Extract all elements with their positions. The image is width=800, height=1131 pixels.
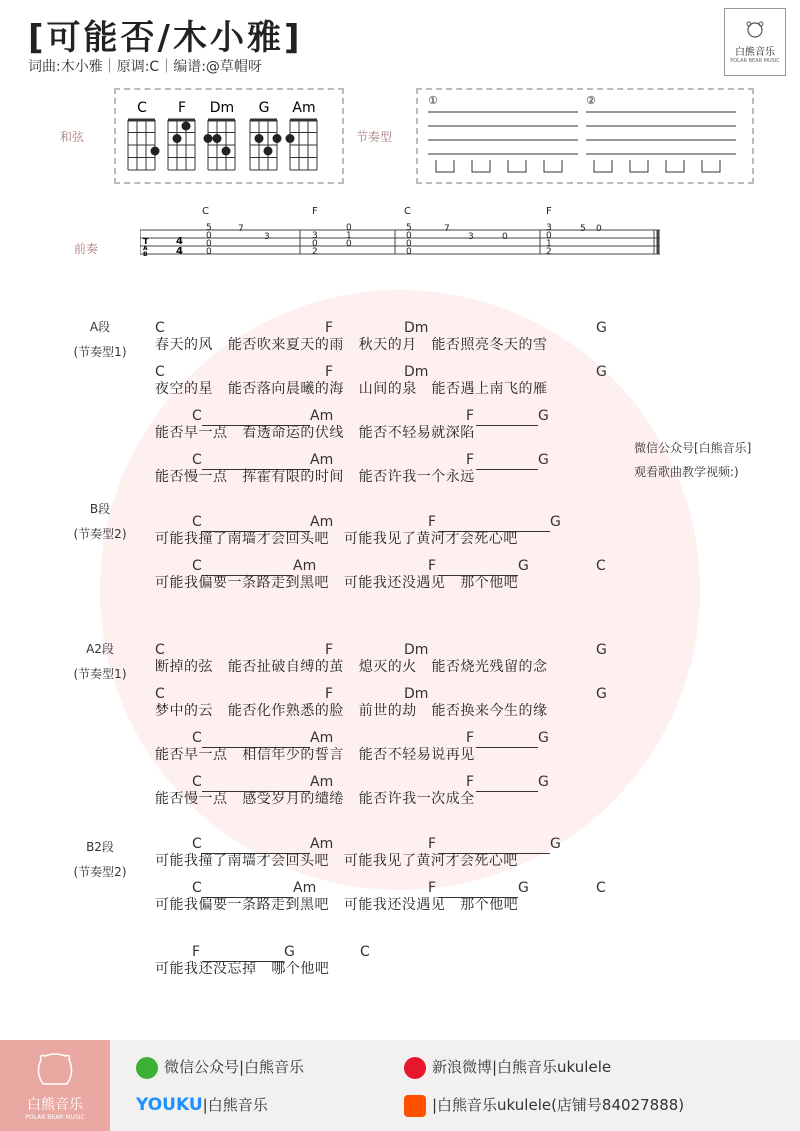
tab-note: 2 <box>312 247 318 257</box>
chord-symbol: Dm <box>404 320 429 336</box>
wechat-icon <box>136 1057 158 1079</box>
chord-symbol: G <box>538 408 549 424</box>
lyric-line: 能否慢一点 挥霍有限的时间 能否许我一个永远 <box>155 469 475 485</box>
chord-symbol: C <box>155 364 165 380</box>
chord-symbol: G <box>518 880 529 896</box>
chord-underline <box>476 425 538 426</box>
lyric-line: 可能我偏要一条路走到黑吧 可能我还没遇见 那个他吧 <box>155 897 519 913</box>
lyric-line: 梦中的云 能否化作熟悉的脸 前世的劫 能否换来今生的缘 <box>155 703 548 719</box>
chord-row <box>0 944 800 962</box>
tab-note: 5 <box>406 223 412 233</box>
intro-chord-3: C <box>404 206 411 217</box>
footer-weibo <box>404 1056 611 1079</box>
chord-name: F <box>177 100 187 116</box>
tab-note: 7 <box>444 224 450 234</box>
section-type: (节奏型2) <box>73 865 127 879</box>
chord-symbol: Dm <box>404 364 429 380</box>
chord-symbol: F <box>428 836 437 852</box>
tab-note: 3 <box>264 232 270 242</box>
svg-text:B: B <box>143 251 148 258</box>
tab-note: 3 <box>546 223 552 233</box>
youku-logo: YOUKU <box>136 1095 203 1115</box>
chord-symbol: C <box>192 452 202 468</box>
chord-symbol: G <box>538 452 549 468</box>
tab-note: 1 <box>546 239 552 249</box>
lyric-line: 能否慢一点 感受岁月的缱绻 能否许我一次成全 <box>155 791 475 807</box>
side-note <box>634 436 751 484</box>
tab-note: 1 <box>346 231 352 241</box>
lyric-line: 可能我还没忘掉 哪个他吧 <box>155 961 330 977</box>
chord-underline <box>476 747 538 748</box>
lyric-line: 春天的风 能否吹来夏天的雨 秋天的月 能否照亮冬天的雪 <box>155 337 548 353</box>
chord-name: Am <box>292 100 316 116</box>
lyric-line: 能否早一点 看透命运的伏线 能否不轻易就深陷 <box>155 425 475 441</box>
credits: 词曲:木小雅｜原调:C｜编谱:@草帽呀 <box>28 59 262 75</box>
footer-taobao-text[interactable]: |白熊音乐ukulele(店铺号84027888) <box>432 1096 685 1114</box>
svg-text:A: A <box>143 245 148 252</box>
rhythm-1-number: ① <box>428 94 438 107</box>
tab-note: 0 <box>346 239 352 249</box>
chord-symbol: G <box>596 642 607 658</box>
lyric-line: 可能我偏要一条路走到黑吧 可能我还没遇见 那个他吧 <box>155 575 519 591</box>
chord-symbol: C <box>596 880 606 896</box>
chord-underline <box>476 791 538 792</box>
chord-symbol: C <box>192 514 202 530</box>
chord-name: G <box>258 100 270 116</box>
intro-chord-1: C <box>202 206 209 217</box>
chord-symbol: G <box>596 320 607 336</box>
chord-symbol: Am <box>293 558 317 574</box>
side-note-line: 观看歌曲教学视频:) <box>634 465 739 479</box>
tab-note: 0 <box>206 231 212 241</box>
lyric-line: 夜空的星 能否落向晨曦的海 山间的泉 能否遇上南飞的雁 <box>155 381 548 397</box>
chord-symbol: F <box>325 364 334 380</box>
intro-chord-4: F <box>546 206 552 217</box>
tab-note: 5 <box>580 224 586 234</box>
chord-label: 和弦 <box>60 130 85 144</box>
logo-subtext: POLAR BEAR MUSIC <box>730 58 780 64</box>
section-type: (节奏型1) <box>73 345 127 359</box>
chord-symbol: Am <box>310 730 334 746</box>
chord-symbol: Am <box>310 408 334 424</box>
chord-symbol: C <box>192 730 202 746</box>
footer <box>0 1040 800 1131</box>
footer-wechat-text[interactable]: 微信公众号|白熊音乐 <box>164 1058 305 1076</box>
section-name: A段 <box>89 320 111 334</box>
chord-symbol: G <box>518 558 529 574</box>
svg-text:4: 4 <box>176 246 183 257</box>
chord-symbol: F <box>466 730 475 746</box>
tab-note: 5 <box>206 223 212 233</box>
tab-note: 3 <box>312 231 318 241</box>
chord-symbol: Am <box>310 836 334 852</box>
footer-logo <box>0 1040 110 1131</box>
chord-name: Dm <box>209 100 235 116</box>
chord-symbol: F <box>192 944 201 960</box>
chord-symbol: F <box>325 686 334 702</box>
chord-symbol: Am <box>310 774 334 790</box>
rhythm-label: 节奏型 <box>356 130 393 144</box>
section-name: B2段 <box>86 840 114 854</box>
tab-note: 0 <box>206 239 212 249</box>
chord-symbol: F <box>466 452 475 468</box>
chord-underline <box>476 469 538 470</box>
chord-symbol: C <box>596 558 606 574</box>
footer-youku <box>136 1094 268 1115</box>
lyric-line: 能否早一点 相信年少的誓言 能否不轻易说再见 <box>155 747 475 763</box>
tab-note: 0 <box>406 231 412 241</box>
section-name: A2段 <box>86 642 114 656</box>
chord-symbol: C <box>192 880 202 896</box>
chord-symbol: Dm <box>404 686 429 702</box>
rhythm-2-number: ② <box>586 94 596 107</box>
chord-symbol: G <box>550 514 561 530</box>
tab-note: 3 <box>468 232 474 242</box>
chord-symbol: G <box>538 730 549 746</box>
chord-symbol: C <box>360 944 370 960</box>
footer-logo-text: 白熊音乐 <box>27 1097 83 1113</box>
chord-symbol: C <box>155 642 165 658</box>
side-note-line: 微信公众号[白熊音乐] <box>634 441 752 455</box>
tab-note: 0 <box>312 239 318 249</box>
chord-symbol: F <box>466 774 475 790</box>
chord-symbol: C <box>155 320 165 336</box>
footer-taobao <box>404 1094 684 1117</box>
logo-text: 白熊音乐 <box>735 47 775 58</box>
tab-note: 0 <box>346 223 352 233</box>
chord-symbol: F <box>325 320 334 336</box>
page-title: [可能否/木小雅] <box>28 18 303 58</box>
tab-note: 0 <box>206 247 212 257</box>
chord-symbol: C <box>192 774 202 790</box>
chord-symbol: G <box>596 686 607 702</box>
intro-chord-2: F <box>312 206 318 217</box>
section-name: B段 <box>89 502 111 516</box>
tab-note: 2 <box>546 247 552 257</box>
svg-text:T: T <box>143 237 149 246</box>
bear-icon <box>35 1052 75 1086</box>
section-type: (节奏型1) <box>73 667 127 681</box>
tab-note: 7 <box>238 224 244 234</box>
footer-wechat <box>136 1056 304 1079</box>
lyric-line: 可能我撞了南墙才会回头吧 可能我见了黄河才会死心吧 <box>155 531 518 547</box>
footer-weibo-text[interactable]: 新浪微博|白熊音乐ukulele <box>432 1058 612 1076</box>
chord-symbol: C <box>155 686 165 702</box>
chord-symbol: G <box>596 364 607 380</box>
chord-symbol: G <box>284 944 295 960</box>
tab-note: 0 <box>406 239 412 249</box>
chord-symbol: C <box>192 836 202 852</box>
svg-text:4: 4 <box>176 236 183 247</box>
weibo-icon <box>404 1057 426 1079</box>
chord-symbol: G <box>550 836 561 852</box>
tab-note: 0 <box>546 231 552 241</box>
chord-symbol: Am <box>310 514 334 530</box>
chord-symbol: F <box>466 408 475 424</box>
taobao-icon <box>404 1095 426 1117</box>
footer-youku-text[interactable]: |白熊音乐 <box>202 1096 268 1114</box>
intro-label: 前奏 <box>74 242 99 256</box>
chord-symbol: F <box>428 880 437 896</box>
chord-symbol: F <box>325 642 334 658</box>
tab-note: 0 <box>502 232 508 242</box>
chord-name: C <box>137 100 147 116</box>
section-type: (节奏型2) <box>73 527 127 541</box>
tab-note: 0 <box>406 247 412 257</box>
chord-symbol: G <box>538 774 549 790</box>
lyric-line: 可能我撞了南墙才会回头吧 可能我见了黄河才会死心吧 <box>155 853 518 869</box>
chord-symbol: Am <box>310 452 334 468</box>
chord-symbol: C <box>192 408 202 424</box>
chord-symbol: Dm <box>404 642 429 658</box>
chord-symbol: F <box>428 558 437 574</box>
chord-symbol: F <box>428 514 437 530</box>
lyric-line: 断掉的弦 能否扯破自缚的茧 熄灭的火 能否烧光残留的念 <box>155 659 548 675</box>
chord-symbol: C <box>192 558 202 574</box>
footer-logo-subtext: POLAR BEAR MUSIC <box>25 1114 85 1121</box>
tab-note: 0 <box>596 224 602 234</box>
chord-symbol: Am <box>293 880 317 896</box>
